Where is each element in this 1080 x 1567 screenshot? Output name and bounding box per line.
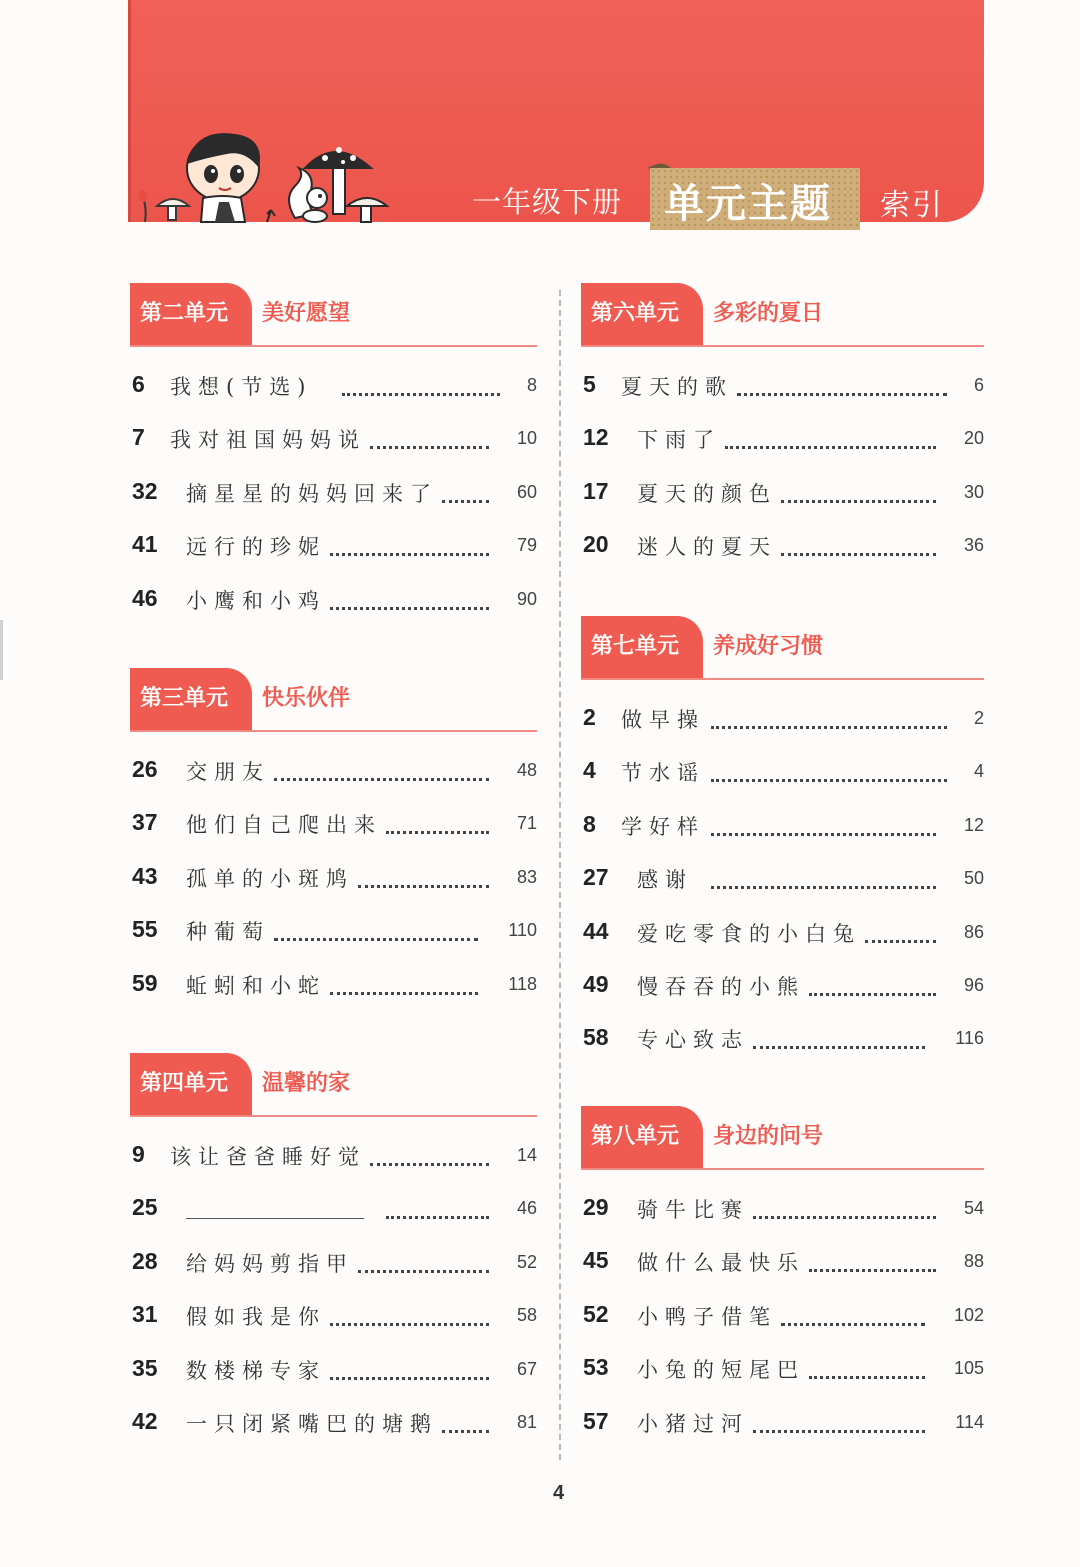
lesson-page: 14 xyxy=(516,1145,537,1165)
lesson-row[interactable] xyxy=(581,751,984,804)
lesson-page: 114 xyxy=(955,1411,984,1432)
leader-dots xyxy=(442,480,489,503)
lesson-page: 118 xyxy=(508,973,537,994)
lesson-page: 54 xyxy=(963,1198,984,1218)
lesson-row[interactable] xyxy=(581,1295,984,1348)
leader-dots xyxy=(370,1143,489,1166)
lesson-row[interactable] xyxy=(130,1188,537,1241)
unit-underline xyxy=(581,345,984,347)
lesson-list xyxy=(130,1135,537,1455)
lesson-page: 50 xyxy=(963,868,984,889)
lesson-title: 夏天的歌 xyxy=(621,375,733,399)
cartoon-boy-squirrel-mushroom-illustration xyxy=(135,128,395,224)
lesson-page: 8 xyxy=(526,375,537,395)
lesson-row[interactable] xyxy=(581,1402,984,1455)
lesson-page: 90 xyxy=(516,588,537,609)
lesson-number: 17 xyxy=(583,477,609,504)
lesson-title: 小鸭子借笔 xyxy=(637,1304,777,1329)
unit-header xyxy=(130,1053,537,1115)
lesson-number: 55 xyxy=(132,916,158,943)
lesson-row[interactable] xyxy=(581,1241,984,1294)
leader-dots xyxy=(342,373,500,396)
lesson-number: 20 xyxy=(583,531,609,558)
lesson-row[interactable] xyxy=(130,750,537,803)
lesson-title: 学好样 xyxy=(621,814,705,839)
lesson-number: 49 xyxy=(583,970,609,997)
leader-dots xyxy=(330,533,489,556)
leader-dots xyxy=(330,1357,489,1380)
leader-dots xyxy=(274,758,489,781)
lesson-title: 我想(节选) xyxy=(170,375,313,399)
leader-dots xyxy=(711,813,936,836)
lesson-row[interactable] xyxy=(130,964,537,1017)
unit-tab: 第六单元 xyxy=(581,283,703,345)
lesson-title: 小鹰和小鸡 xyxy=(186,588,326,613)
lesson-number: 7 xyxy=(132,424,145,451)
lesson-row[interactable] xyxy=(130,1349,537,1402)
lesson-number: 52 xyxy=(583,1300,609,1327)
lesson-row[interactable] xyxy=(130,857,537,910)
lesson-number: 58 xyxy=(583,1024,609,1051)
unit-name: 温馨的家 xyxy=(262,1071,351,1096)
lesson-number: 37 xyxy=(132,809,158,836)
lesson-list xyxy=(581,365,984,579)
leader-dots xyxy=(781,1303,925,1326)
lesson-row[interactable] xyxy=(581,965,984,1018)
lesson-title: 种葡萄 xyxy=(186,920,270,945)
lesson-number: 28 xyxy=(132,1247,158,1274)
leader-dots xyxy=(865,920,936,943)
lesson-page: 81 xyxy=(516,1411,537,1432)
lesson-title: 摘星星的妈妈回来了 xyxy=(186,481,438,506)
leader-dots xyxy=(711,706,947,729)
lesson-title: 蚯蚓和小蛇 xyxy=(186,973,326,998)
grade-title: 一年级下册 xyxy=(472,185,623,219)
lesson-page: 6 xyxy=(973,375,984,395)
unit-tab: 第四单元 xyxy=(130,1053,252,1115)
lesson-title: 一只闭紧嘴巴的塘鹅 xyxy=(186,1411,438,1436)
lesson-list xyxy=(130,365,537,632)
binding-mark xyxy=(0,620,3,680)
leader-dots xyxy=(370,426,489,449)
lesson-number: 46 xyxy=(132,584,158,611)
unit-section xyxy=(130,1053,537,1455)
lesson-page: 12 xyxy=(963,814,984,835)
lesson-title: 交朋友 xyxy=(186,760,270,784)
lesson-number: 53 xyxy=(583,1354,609,1381)
lesson-number: 25 xyxy=(132,1194,158,1221)
leader-dots xyxy=(809,973,936,996)
leader-dots xyxy=(330,587,489,610)
unit-name: 养成好习惯 xyxy=(713,634,824,659)
lesson-page: 10 xyxy=(516,428,537,449)
leader-dots xyxy=(386,1196,489,1219)
lesson-number: 43 xyxy=(132,862,158,889)
column-divider xyxy=(559,290,561,1460)
leader-dots xyxy=(330,1303,489,1326)
lesson-row[interactable] xyxy=(130,910,537,963)
leader-dots xyxy=(274,918,478,941)
lesson-page: 79 xyxy=(516,535,537,556)
unit-underline xyxy=(130,1115,537,1117)
lesson-title: 夏天的颜色 xyxy=(637,481,777,506)
unit-tab: 第八单元 xyxy=(581,1106,703,1168)
leader-dots xyxy=(781,480,936,503)
lesson-page: 110 xyxy=(508,920,537,941)
lesson-row[interactable] xyxy=(130,803,537,856)
lesson-number: 35 xyxy=(132,1354,158,1381)
blank-title-line xyxy=(186,1218,364,1219)
lesson-row[interactable] xyxy=(130,579,537,632)
lesson-title: 小兔的短尾巴 xyxy=(637,1358,805,1383)
lesson-page: 71 xyxy=(516,813,537,834)
lesson-title: 感谢 xyxy=(637,868,693,893)
lesson-row[interactable] xyxy=(581,1348,984,1401)
unit-header xyxy=(581,616,984,678)
unit-section xyxy=(130,668,537,1017)
lesson-title: 小猪过河 xyxy=(637,1411,749,1436)
index-label: 索引 xyxy=(880,188,944,223)
lesson-page: 116 xyxy=(955,1028,984,1049)
lesson-row[interactable] xyxy=(130,525,537,578)
page-number: 4 xyxy=(553,1482,565,1504)
lesson-page: 4 xyxy=(973,761,984,782)
lesson-title: 下雨了 xyxy=(637,428,721,453)
lesson-number: 5 xyxy=(583,371,596,397)
leader-dots xyxy=(358,1250,489,1273)
lesson-row[interactable] xyxy=(581,698,984,751)
leader-dots xyxy=(781,533,936,556)
lesson-row[interactable] xyxy=(581,1188,984,1241)
lesson-page: 102 xyxy=(953,1304,984,1325)
unit-tab: 第二单元 xyxy=(130,283,252,345)
lesson-title: 孤单的小斑鸠 xyxy=(186,866,354,891)
unit-underline xyxy=(130,730,537,732)
lesson-number: 4 xyxy=(583,757,596,784)
lesson-number: 57 xyxy=(583,1407,609,1434)
lesson-page: 46 xyxy=(516,1198,537,1219)
lesson-row[interactable] xyxy=(581,525,984,578)
banner-edge xyxy=(128,0,131,222)
lesson-title: 专心致志 xyxy=(637,1028,749,1053)
lesson-number: 29 xyxy=(583,1194,609,1220)
unit-header xyxy=(581,1106,984,1168)
lesson-row[interactable] xyxy=(581,418,984,471)
unit-name: 快乐伙伴 xyxy=(262,686,351,711)
leader-dots xyxy=(330,972,478,995)
leader-dots xyxy=(725,426,936,449)
lesson-number: 9 xyxy=(132,1141,145,1167)
lesson-page: 36 xyxy=(963,535,984,556)
lesson-page: 105 xyxy=(953,1358,984,1379)
lesson-row[interactable] xyxy=(130,365,537,418)
lesson-page: 30 xyxy=(963,481,984,502)
lesson-title: 迷人的夏天 xyxy=(637,535,777,560)
lesson-page: 83 xyxy=(516,866,537,887)
lesson-title: 他们自己爬出来 xyxy=(186,813,382,838)
lesson-number: 41 xyxy=(132,531,158,558)
lesson-title: 做什么最快乐 xyxy=(637,1251,805,1276)
lesson-number: 32 xyxy=(132,477,158,504)
lesson-list xyxy=(581,698,984,1072)
unit-tab: 第三单元 xyxy=(130,668,252,730)
lesson-title: 做早操 xyxy=(621,708,705,732)
lesson-title: 我对祖国妈妈说 xyxy=(170,428,366,453)
lesson-number: 12 xyxy=(583,424,609,451)
unit-underline xyxy=(581,1168,984,1170)
leader-dots xyxy=(809,1249,936,1272)
leader-dots xyxy=(358,865,489,888)
leader-dots xyxy=(809,1356,925,1379)
lesson-page: 96 xyxy=(963,974,984,995)
lesson-row[interactable] xyxy=(130,1242,537,1295)
lesson-title: 骑牛比赛 xyxy=(637,1198,749,1222)
unit-name: 身边的问号 xyxy=(713,1124,824,1149)
lesson-title: 节水谣 xyxy=(621,761,705,786)
lesson-list xyxy=(581,1188,984,1455)
lesson-page: 88 xyxy=(963,1251,984,1272)
theme-title: 单元主题 xyxy=(664,181,832,227)
leader-dots xyxy=(386,811,489,834)
lesson-page: 20 xyxy=(963,428,984,449)
lesson-number: 26 xyxy=(132,756,158,782)
lesson-title: 给妈妈剪指甲 xyxy=(186,1251,354,1276)
unit-header xyxy=(581,283,984,345)
lesson-title: 该让爸爸睡好觉 xyxy=(170,1145,366,1169)
unit-name: 美好愿望 xyxy=(262,301,351,326)
lesson-number: 8 xyxy=(583,810,596,837)
unit-section xyxy=(581,616,984,1072)
leader-dots xyxy=(711,866,936,889)
lesson-page: 67 xyxy=(516,1358,537,1379)
lesson-page: 48 xyxy=(516,760,537,780)
lesson-row[interactable] xyxy=(130,472,537,525)
leader-dots xyxy=(442,1410,489,1433)
lesson-title: 假如我是你 xyxy=(186,1305,326,1330)
lesson-row[interactable] xyxy=(130,1402,537,1455)
leader-dots xyxy=(711,759,947,782)
lesson-number: 44 xyxy=(583,917,609,944)
lesson-row[interactable] xyxy=(581,858,984,911)
lesson-row[interactable] xyxy=(581,1018,984,1071)
lesson-number: 45 xyxy=(583,1247,609,1274)
leader-dots xyxy=(753,1410,925,1433)
unit-section xyxy=(130,283,537,632)
lesson-row[interactable] xyxy=(581,365,984,418)
lesson-title: 数楼梯专家 xyxy=(186,1358,326,1383)
theme-badge xyxy=(650,168,860,230)
lesson-row[interactable] xyxy=(130,418,537,471)
leader-dots xyxy=(737,373,947,396)
unit-underline xyxy=(581,678,984,680)
lesson-number: 6 xyxy=(132,371,145,397)
lesson-page: 86 xyxy=(963,921,984,942)
lesson-number: 59 xyxy=(132,969,158,996)
unit-header xyxy=(130,668,537,730)
unit-header xyxy=(130,283,537,345)
unit-underline xyxy=(130,345,537,347)
lesson-title: 慢吞吞的小熊 xyxy=(637,974,805,999)
lesson-title: 远行的珍妮 xyxy=(186,535,326,560)
unit-tab: 第七单元 xyxy=(581,616,703,678)
lesson-number: 31 xyxy=(132,1301,158,1328)
lesson-number: 2 xyxy=(583,704,596,730)
unit-section xyxy=(581,283,984,579)
lesson-list xyxy=(130,750,537,1017)
lesson-row[interactable] xyxy=(130,1295,537,1348)
lesson-row[interactable] xyxy=(581,805,984,858)
lesson-page: 2 xyxy=(973,708,984,728)
lesson-row[interactable] xyxy=(581,472,984,525)
lesson-number: 27 xyxy=(583,864,609,891)
unit-section xyxy=(581,1106,984,1455)
lesson-title: 爱吃零食的小白兔 xyxy=(637,921,861,946)
lesson-page: 58 xyxy=(516,1305,537,1326)
unit-name: 多彩的夏日 xyxy=(713,301,824,326)
lesson-page: 60 xyxy=(516,481,537,502)
leader-dots xyxy=(753,1026,925,1049)
lesson-row[interactable] xyxy=(130,1135,537,1188)
lesson-row[interactable] xyxy=(581,912,984,965)
lesson-number: 42 xyxy=(132,1407,158,1434)
leader-dots xyxy=(753,1196,936,1219)
lesson-page: 52 xyxy=(516,1251,537,1272)
